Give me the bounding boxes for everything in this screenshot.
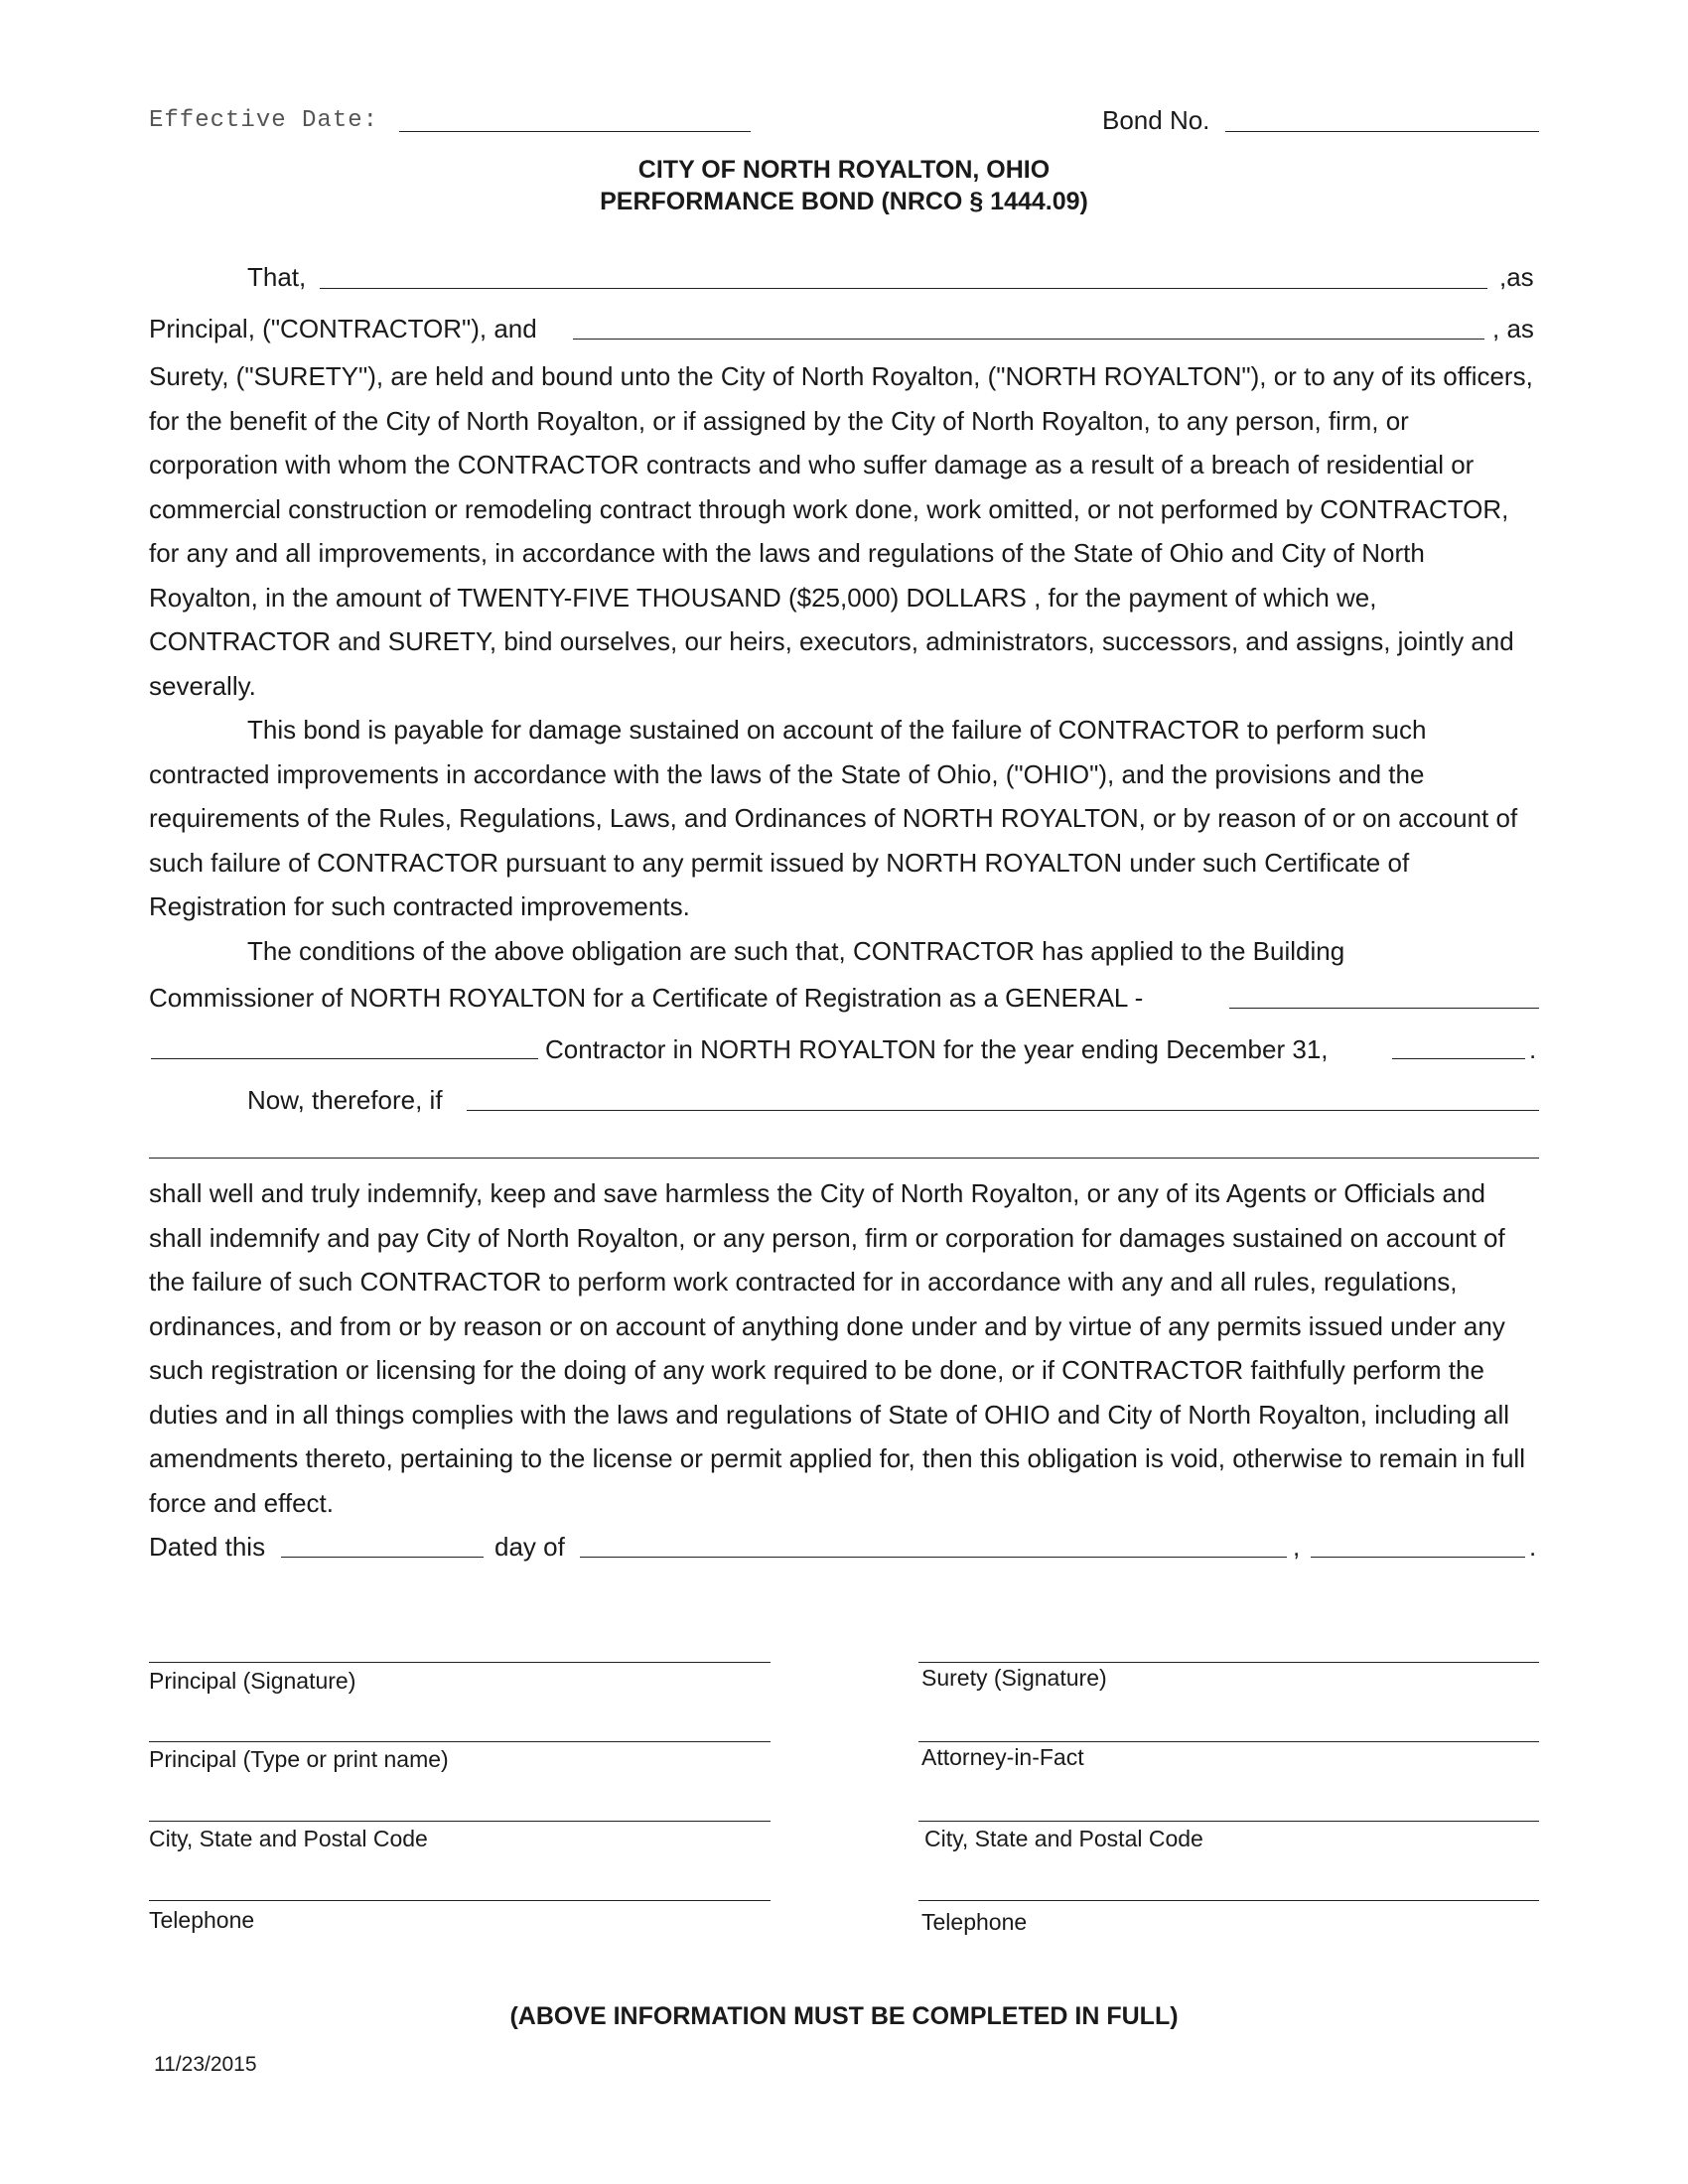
dated-period: . bbox=[1529, 1532, 1537, 1562]
dated-month-field[interactable] bbox=[580, 1557, 1287, 1558]
principal-city-line[interactable] bbox=[149, 1821, 771, 1822]
effective-date-label: Effective Date: bbox=[149, 107, 379, 134]
attorney-in-fact-line[interactable] bbox=[918, 1741, 1539, 1742]
conditions-period: . bbox=[1529, 1034, 1537, 1064]
principal-telephone-line[interactable] bbox=[149, 1900, 771, 1901]
effective-date-field[interactable] bbox=[399, 131, 751, 132]
as-label-1: ,as bbox=[1499, 262, 1534, 292]
day-of-label: day of bbox=[494, 1532, 565, 1562]
principal-name-field[interactable] bbox=[320, 288, 1487, 289]
indemnify-party-field-2[interactable] bbox=[149, 1158, 1539, 1159]
bond-no-label: Bond No. bbox=[1102, 105, 1210, 135]
surety-name-field[interactable] bbox=[573, 339, 1484, 340]
bond-no-field[interactable] bbox=[1225, 131, 1539, 132]
payable-paragraph: This bond is payable for damage sustained on account of the failure of CONTRACTOR to perform such contracted improvements in accordance with the laws of the State of Ohio, ("OHIO"), and the provisions and the requirements of the Rules, Regulations, Laws, and Ordinances of NORTH ROYALTON, or by reason of or on account of such failure of CONTRACTOR pursuant to any permit issued by NORTH ROYALTON under such Certificate of Registration for such contracted improvements. bbox=[149, 715, 1518, 921]
principal-city-label: City, State and Postal Code bbox=[149, 1826, 428, 1851]
now-therefore-label: Now, therefore, if bbox=[247, 1085, 443, 1115]
dated-comma: , bbox=[1293, 1532, 1301, 1562]
contractor-type-field-2[interactable] bbox=[151, 1058, 538, 1059]
dated-year-field[interactable] bbox=[1311, 1557, 1525, 1558]
principal-print-name-label: Principal (Type or print name) bbox=[149, 1746, 449, 1772]
indemnify-paragraph: shall well and truly indemnify, keep and save harmless the City of North Royalton, or any of its Agents or Officials and shall indemnify and pay City of North Royalton, or any person, firm or corporation for damages sustained on account of the failure of such CONTRACTOR to perform work contracted for in accordance with any and all rules, regulations, ordinances, and from or by reason or on account of anything done under and by virtue of any permits issued under any such registration or licensing for the doing of any work required to be done, or if CONTRACTOR faithfully perform the duties and in all things complies with the laws and regulations of State of OHIO and City of North Royalton, including all amendments thereto, pertaining to the license or permit applied for, then this obligation is void, otherwise to remain in full force and effect. bbox=[149, 1178, 1525, 1518]
obligation-text-block bbox=[149, 354, 1539, 973]
surety-telephone-line[interactable] bbox=[918, 1900, 1539, 1901]
general-contractor-type-field[interactable] bbox=[1229, 1008, 1539, 1009]
surety-paragraph: Surety, ("SURETY"), are held and bound unto the City of North Royalton, ("NORTH ROYALTON"), or to any of its officers, for the benefit of the City of North Royalton, or if assigned by the City of North Royalton, to any person, firm, or corporation with whom the CONTRACTOR contracts and who suffer damage as a result of a breach of residential or commercial construction or remodeling contract through work done, work omitted, or not performed by CONTRACTOR, for any and all improvements, in accordance with the laws and regulations of the State of Ohio and City of North Royalton, in the amount of TWENTY-FIVE THOUSAND ($25,000) DOLLARS , for the payment of which we, CONTRACTOR and SURETY, bind ourselves, our heirs, executors, administrators, successors, and assigns, jointly and severally. bbox=[149, 361, 1533, 701]
principal-telephone-label: Telephone bbox=[149, 1907, 255, 1933]
year-field[interactable] bbox=[1392, 1058, 1525, 1059]
conditions-line2: Commissioner of NORTH ROYALTON for a Certificate of Registration as a GENERAL - bbox=[149, 983, 1144, 1013]
revision-date: 11/23/2015 bbox=[154, 2053, 257, 2076]
principal-label: Principal, ("CONTRACTOR"), and bbox=[149, 314, 537, 343]
principal-signature-label: Principal (Signature) bbox=[149, 1668, 356, 1694]
principal-signature-line[interactable] bbox=[149, 1662, 771, 1663]
principal-print-name-line[interactable] bbox=[149, 1741, 771, 1742]
attorney-in-fact-label: Attorney-in-Fact bbox=[921, 1744, 1084, 1770]
as-label-2: , as bbox=[1492, 314, 1534, 343]
surety-city-line[interactable] bbox=[918, 1821, 1539, 1822]
that-label: That, bbox=[247, 262, 307, 292]
surety-signature-label: Surety (Signature) bbox=[921, 1665, 1107, 1691]
conditions-line1: The conditions of the above obligation are such that, CONTRACTOR has applied to the Building bbox=[247, 935, 1345, 966]
dated-this-label: Dated this bbox=[149, 1532, 266, 1562]
document-title-line1: CITY OF NORTH ROYALTON, OHIO bbox=[637, 156, 1051, 184]
completion-notice: (ABOVE INFORMATION MUST BE COMPLETED IN FULL) bbox=[509, 2002, 1179, 2030]
surety-city-label: City, State and Postal Code bbox=[924, 1826, 1203, 1851]
surety-signature-line[interactable] bbox=[918, 1662, 1539, 1663]
dated-day-field[interactable] bbox=[281, 1557, 484, 1558]
surety-telephone-label: Telephone bbox=[921, 1909, 1028, 1935]
document-title-line2: PERFORMANCE BOND (NRCO § 1444.09) bbox=[600, 188, 1088, 215]
indemnify-party-field[interactable] bbox=[467, 1110, 1539, 1111]
conditions-line3: Contractor in NORTH ROYALTON for the year ending December 31, bbox=[545, 1034, 1329, 1064]
